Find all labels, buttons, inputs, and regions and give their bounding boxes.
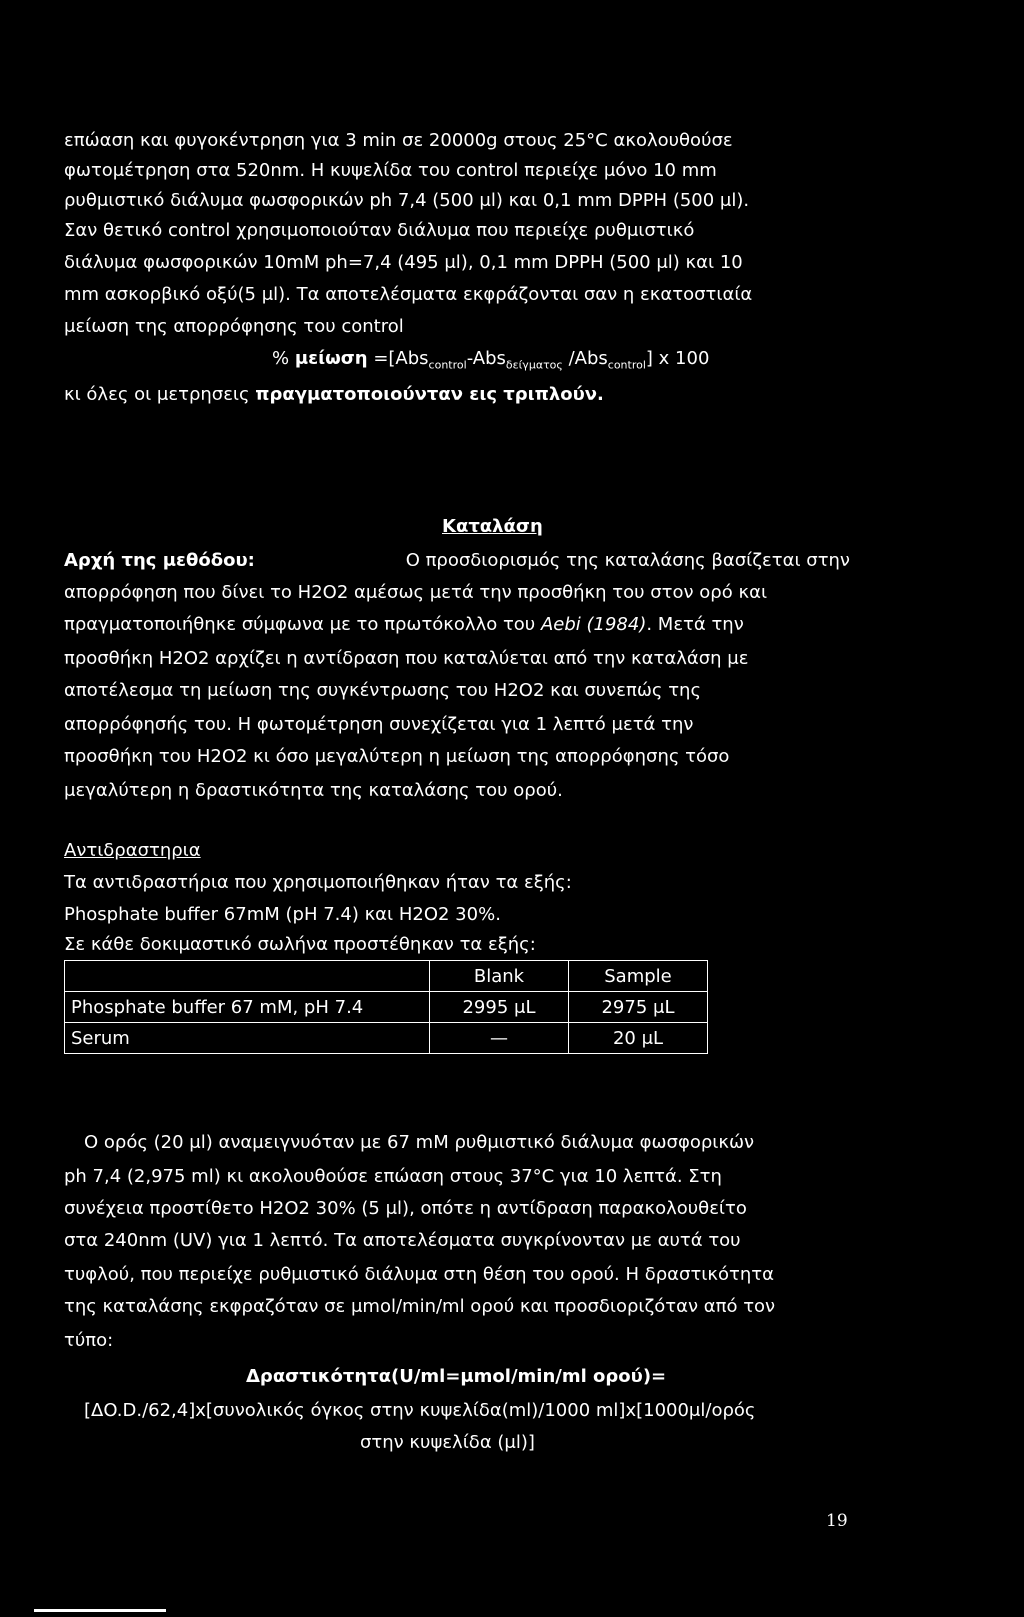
catalase-line-8: μεγαλύτερη η δραστικότητα της καταλάσης του ορού.	[64, 780, 563, 801]
reagents-line-3: Σε κάθε δοκιμαστικό σωλήνα προστέθηκαν τα εξής:	[64, 934, 536, 955]
section-title-reagents: Αντιδραστηρια	[64, 840, 201, 861]
citation: Aebi (1984)	[540, 614, 647, 635]
intro-line-4: Σαν θετικό control χρησιμοποιούταν διάλυμα που περιείχε ρυθμιστικό	[64, 220, 695, 241]
catalase-line-5: αποτέλεσμα τη μείωση της συγκέντρωσης του H2O2 και συνεπώς της	[64, 680, 702, 701]
procedure-line-7: τύπο:	[64, 1330, 114, 1351]
section-title-catalase: Καταλάση	[442, 516, 543, 537]
activity-formula-title: Δραστικότητα(U/ml=μmol/min/ml ορού)=	[246, 1366, 667, 1387]
reduction-formula: % μείωση =[Abs$_{control}$-Abs$_{\delta\varepsilon ί\gamma\mu\alpha\tau o\varsigma}$ /Abs$_{control}$] x 100	[272, 348, 710, 372]
catalase-line-2: απορρόφηση που δίνει το H2O2 αμέσως μετά την προσθήκη του στον ορό και	[64, 582, 768, 603]
intro-line-3: ρυθμιστικό διάλυμα φωσφορικών ph 7,4 (500 μl) και 0,1 mm DPPH (500 μl).	[64, 190, 750, 211]
table-cell: 2975 μL	[569, 992, 708, 1023]
procedure-line-4: στα 240nm (UV) για 1 λεπτό. Τα αποτελέσματα συγκρίνονταν με αυτά του	[64, 1230, 741, 1251]
table-header-cell	[65, 961, 430, 992]
table-cell: Serum	[65, 1023, 430, 1054]
table-cell: —	[430, 1023, 569, 1054]
intro-line-2: φωτομέτρηση στα 520nm. Η κυψελίδα του control περιείχε μόνο 10 mm	[64, 160, 717, 181]
triplicate-note: κι όλες οι μετρησεις πραγματοποιούνταν εις τριπλούν.	[64, 384, 604, 405]
table-row	[65, 1023, 708, 1054]
intro-line-5: διάλυμα φωσφορικών 10mM ph=7,4 (495 μl), 0,1 mm DPPH (500 μl) και 10	[64, 252, 743, 273]
method-label: Αρχή της μεθόδου:	[64, 550, 255, 571]
table-header-cell: Blank	[430, 961, 569, 992]
intro-line-7: μείωση της απορρόφησης του control	[64, 316, 404, 337]
activity-formula-line-2: στην κυψελίδα (μl)]	[360, 1432, 535, 1453]
intro-line-6: mm ασκορβικό οξύ(5 μl). Τα αποτελέσματα εκφράζονται σαν η εκατοστιαία	[64, 284, 753, 305]
table-header-cell: Sample	[569, 961, 708, 992]
footer-rule	[34, 1609, 166, 1612]
reagents-line-1: Τα αντιδραστήρια που χρησιμοποιήθηκαν ήταν τα εξής:	[64, 872, 572, 893]
table-cell: Phosphate buffer 67 mM, pH 7.4	[65, 992, 430, 1023]
catalase-line-3: πραγματοποιήθηκε σύμφωνα με το πρωτόκολλο του Aebi (1984). Μετά την	[64, 614, 744, 635]
procedure-line-3: συνέχεια προστίθετο H2O2 30% (5 μl), οπότε η αντίδραση παρακολουθείτο	[64, 1198, 747, 1219]
catalase-line-4: προσθήκη H2O2 αρχίζει η αντίδραση που καταλύεται από την καταλάση με	[64, 648, 749, 669]
table-row	[65, 992, 708, 1023]
procedure-line-2: ph 7,4 (2,975 ml) κι ακολουθούσε επώαση στους 37°C για 10 λεπτά. Στη	[64, 1166, 722, 1187]
catalase-line-7: προσθήκη του H2O2 κι όσο μεγαλύτερη η μείωση της απορρόφησης τόσο	[64, 746, 730, 767]
catalase-line-6: απορρόφησής του. Η φωτομέτρηση συνεχίζεται για 1 λεπτό μετά την	[64, 714, 694, 735]
reagents-table	[64, 960, 708, 1054]
table-header-row	[65, 961, 708, 992]
table-cell: 2995 μL	[430, 992, 569, 1023]
page-number: 19	[826, 1511, 848, 1531]
procedure-line-6: της καταλάσης εκφραζόταν σε μmol/min/ml ορού και προσδιοριζόταν από τον	[64, 1296, 776, 1317]
table-cell: 20 μL	[569, 1023, 708, 1054]
intro-line-1: επώαση και φυγοκέντρηση για 3 min σε 20000g στους 25°C ακολουθούσε	[64, 130, 733, 151]
reagents-line-2: Phosphate buffer 67mM (pH 7.4) και H2O2 30%.	[64, 904, 501, 925]
catalase-line-1: Αρχή της μεθόδου: Ο προσδιορισμός της καταλάσης βασίζεται στην	[64, 548, 850, 574]
procedure-line-1: Ο ορός (20 μl) αναμειγνυόταν με 67 mM ρυθμιστικό διάλυμα φωσφορικών	[84, 1132, 755, 1153]
procedure-line-5: τυφλού, που περιείχε ρυθμιστικό διάλυμα στη θέση του ορού. Η δραστικότητα	[64, 1264, 774, 1285]
activity-formula-line-1: [ΔO.D./62,4]x[συνολικός όγκος στην κυψελίδα(ml)/1000 ml]x[1000μl/ορός	[84, 1400, 756, 1421]
